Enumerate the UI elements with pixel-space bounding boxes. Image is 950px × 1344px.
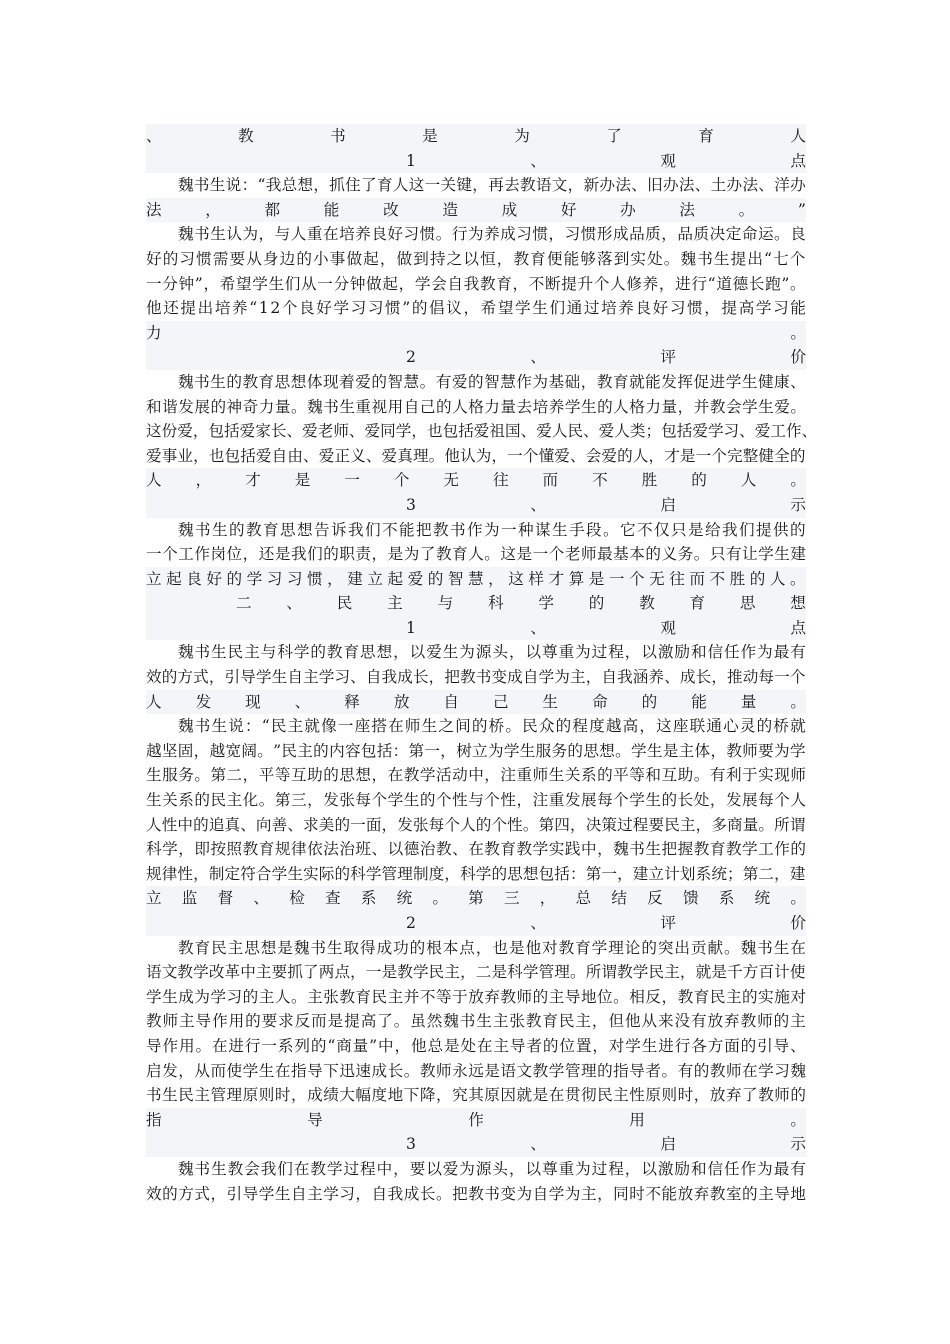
text-line: 好 的 习 惯 需 要 从 身 边 的 小 事 做 起 ， 做 到 持 之 以 恒 ， 教 育 便 能 够 落 到 实 处 。 魏 书 生 提 出 “ 七 个 xyxy=(146,249,806,268)
text-line: 立 起 良 好 的 学 习 习 惯 ， 建 立 起 爱 的 智 慧 ， 这 样 才 算 是 一 个 无 往 而 不 胜 的 人 。 xyxy=(146,567,806,592)
text-line: 书 生 民 主 管 理 原 则 时 ， 成 绩 大 幅 度 地 下 降 ， 究 其 原 因 就 是 在 贯 彻 民 主 性 原 则 时 ， 放 弃 了 教 师 的 xyxy=(146,1086,806,1105)
text-line: 2 、 评 价 xyxy=(146,911,806,936)
text-line: 魏 书 生 说 ： “ 民 主 就 像 一 座 搭 在 师 生 之 间 的 桥 。 民 众 的 程 度 越 高 ， 这 座 联 通 心 灵 的 桥 就 xyxy=(178,717,806,736)
text-line: 、 教 书 是 为 了 育 人 xyxy=(146,124,806,149)
text-line: 一 个 工 作 岗 位 ， 还 是 我 们 的 职 责 ， 是 为 了 教 育 人 。 这 是 一 个 老 师 最 基 本 的 义 务 。 只 有 让 学 生 建 xyxy=(146,545,806,564)
text-line: 生 关 系 的 民 主 化 。 第 三 ， 发 张 每 个 学 生 的 个 性 与 个 性 ， 注 重 发 展 每 个 学 生 的 长 处 ， 发 展 每 个 人 xyxy=(146,791,806,810)
text-line: 3 、 启 示 xyxy=(146,1132,806,1157)
text-line: 教 师 主 导 作 用 的 要 求 反 而 是 提 高 了 。 虽 然 魏 书 生 主 张 教 育 民 主 ， 但 他 从 来 没 有 放 弃 教 师 的 主 xyxy=(146,1012,806,1031)
text-line: 指 导 作 用 。 xyxy=(146,1108,806,1133)
text-line: 教 育 民 主 思 想 是 魏 书 生 取 得 成 功 的 根 本 点 ， 也 是 他 对 教 育 学 理 论 的 突 出 贡 献 。 魏 书 生 在 xyxy=(178,938,806,957)
text-line: 魏 书 生 认 为 ， 与 人 重 在 培 养 良 好 习 惯 。 行 为 养 成 习 惯 ， 习 惯 形 成 品 质 ， 品 质 决 定 命 运 。 良 xyxy=(178,225,806,244)
text-line: 3 、 启 示 xyxy=(146,493,806,518)
text-line: 1 、 观 点 xyxy=(146,149,806,174)
text-line: 魏 书 生 教 会 我 们 在 教 学 过 程 中 ， 要 以 爱 为 源 头 ， 以 尊 重 为 过 程 ， 以 激 励 和 信 任 作 为 最 有 xyxy=(178,1159,806,1178)
document-body xyxy=(146,124,818,1206)
text-line: 生 服 务 。 第 二 ， 平 等 互 助 的 思 想 ， 在 教 学 活 动 中 ， 注 重 师 生 关 系 的 平 等 和 互 助 。 有 利 于 实 现 师 xyxy=(146,766,806,785)
text-line: 他 还 提 出 培 养 “ 1 2 个 良 好 学 习 习 惯 ” 的 倡 议 ， 希 望 学 生 们 通 过 培 养 良 好 习 惯 ， 提 高 学 习 能 xyxy=(146,299,806,318)
text-line: 科 学 ， 即 按 照 教 育 规 律 依 法 治 班 、 以 德 治 教 、 在 教 育 教 学 实 践 中 ， 魏 书 生 把 握 教 育 教 学 工 作 的 xyxy=(146,840,806,859)
text-line: 人 发 现 、 释 放 自 己 生 命 的 能 量 。 xyxy=(146,690,806,715)
text-line: 和 谐 发 展 的 神 奇 力 量 。 魏 书 生 重 视 用 自 己 的 人 格 力 量 去 培 养 学 生 的 人 格 力 量 ， 并 教 会 学 生 爱 。 xyxy=(146,397,806,416)
text-line: 这 份 爱 ， 包 括 爱 家 长 、 爱 老 师 、 爱 同 学 ， 也 包 括 爱 祖 国 、 爱 人 民 、 爱 人 类 ； 包 括 爱 学 习 、 爱 工 作 、 xyxy=(146,422,818,441)
text-line: 人 性 中 的 追 真 、 向 善 、 求 美 的 一 面 ， 发 张 每 个 人 的 个 性 。 第 四 ， 决 策 过 程 要 民 主 ， 多 商 量 。 所 谓 xyxy=(146,815,806,834)
text-line: 立 监 督 、 检 查 系 统 。 第 三 ， 总 结 反 馈 系 统 。 xyxy=(146,886,806,911)
text-line: 魏 书 生 民 主 与 科 学 的 教 育 思 想 ， 以 爱 生 为 源 头 ， 以 尊 重 为 过 程 ， 以 激 励 和 信 任 作 为 最 有 xyxy=(178,643,806,662)
text-line: 魏 书 生 的 教 育 思 想 体 现 着 爱 的 智 慧 。 有 爱 的 智 慧 作 为 基 础 ， 教 育 就 能 发 挥 促 进 学 生 健 康 、 xyxy=(178,372,806,391)
text-line: 启 发 ， 从 而 使 学 生 在 指 导 下 迅 速 成 长 。 教 师 永 远 是 语 文 教 学 管 理 的 指 导 者 。 有 的 教 师 在 学 习 魏 xyxy=(146,1061,806,1080)
text-line: 魏 书 生 的 教 育 思 想 告 诉 我 们 不 能 把 教 书 作 为 一 种 谋 生 手 段 。 它 不 仅 只 是 给 我 们 提 供 的 xyxy=(178,520,806,539)
text-line: 规 律 性 ， 制 定 符 合 学 生 实 际 的 科 学 管 理 制 度 ， 科 学 的 思 想 包 括 ： 第 一 ， 建 立 计 划 系 统 ； 第 二 ， 建 xyxy=(146,864,806,883)
text-line: 力 。 xyxy=(146,321,806,346)
text-line: 法 ， 都 能 改 造 成 好 办 法 。 ” xyxy=(146,198,806,223)
text-line: 语 文 教 学 改 革 中 主 要 抓 了 两 点 ， 一 是 教 学 民 主 ， 二 是 科 学 管 理 。 所 谓 教 学 民 主 ， 就 是 千 方 百 计 使 xyxy=(146,963,806,982)
text-line: 一 分 钟 ” ， 希 望 学 生 们 从 一 分 钟 做 起 ， 学 会 自 我 教 育 ， 不 断 提 升 个 人 修 养 ， 进 行 “ 道 德 长 跑 ” 。 xyxy=(146,274,806,293)
text-line: 效 的 方 式 ， 引 导 学 生 自 主 学 习 ， 自 我 成 长 。 把 教 书 变 为 自 学 为 主 ， 同 时 不 能 放 弃 教 室 的 主 导 地 xyxy=(146,1184,806,1203)
text-line: 爱 事 业 ， 也 包 括 爱 自 由 、 爱 正 义 、 爱 真 理 。 他 认 为 ， 一 个 懂 爱 、 会 爱 的 人 ， 才 是 一 个 完 整 健 全 的 xyxy=(146,446,806,465)
text-line: 效 的 方 式 ， 引 导 学 生 自 主 学 习 、 自 我 成 长 ， 把 教 书 变 成 自 学 为 主 ， 自 我 涵 养 、 成 长 ， 推 动 每 一 个 xyxy=(146,668,806,687)
text-line: 2 、 评 价 xyxy=(146,345,806,370)
text-line: 越 坚 固 ， 越 宽 阔 。 ” 民 主 的 内 容 包 括 ： 第 一 ， 树 立 为 学 生 服 务 的 思 想 。 学 生 是 主 体 ， 教 师 要 为 学 xyxy=(146,741,806,760)
text-line: 学 生 成 为 学 习 的 主 人 。 主 张 教 育 民 主 并 不 等 于 放 弃 教 师 的 主 导 地 位 。 相 反 ， 教 育 民 主 的 实 施 对 xyxy=(146,987,806,1006)
text-line: 人 ， 才 是 一 个 无 往 而 不 胜 的 人 。 xyxy=(146,468,806,493)
text-line: 1 、 观 点 xyxy=(146,616,806,641)
text-line: 二 、 民 主 与 科 学 的 教 育 思 想 xyxy=(146,591,806,616)
text-line: 魏 书 生 说 ： “ 我 总 想 ， 抓 住 了 育 人 这 一 关 键 ， 再 去 教 语 文 ， 新 办 法 、 旧 办 法 、 土 办 法 、 洋 办 xyxy=(178,176,806,195)
text-line: 导 作 用 。 在 进 行 一 系 列 的 “ 商 量 ” 中 ， 他 总 是 处 在 主 导 者 的 位 置 ， 对 学 生 进 行 各 方 面 的 引 导 、 xyxy=(146,1036,806,1055)
